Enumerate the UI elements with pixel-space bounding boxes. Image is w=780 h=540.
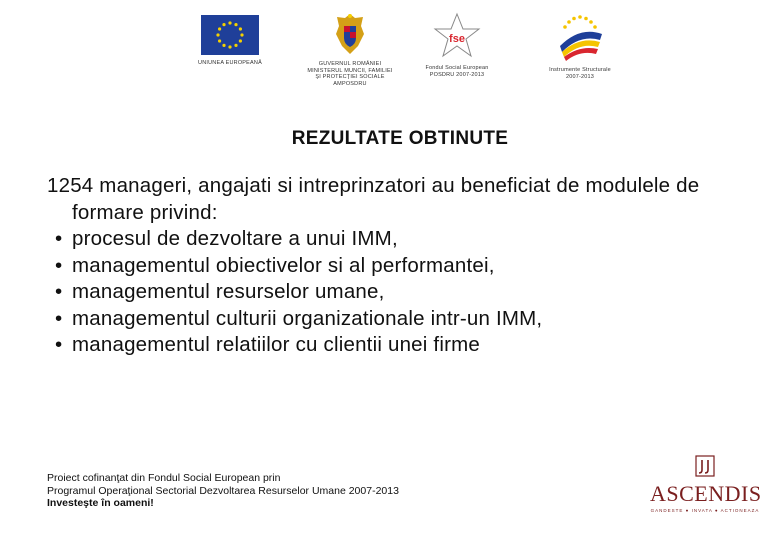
- gov-caption-4: AMPOSDRU: [333, 80, 367, 87]
- intro-text: 1254 manageri, angajati si intreprinzatori au beneficiat de modulele de formare privind:: [47, 174, 700, 224]
- bullet-icon: •: [55, 333, 63, 356]
- structural-instruments-icon: [552, 12, 608, 62]
- list-item: [47, 306, 747, 333]
- footer-line-2: Programul Operaţional Sectorial Dezvoltarea Resurselor Umane 2007-2013: [47, 484, 399, 497]
- eu-logo: [195, 15, 265, 67]
- fse-star-icon: [433, 12, 481, 60]
- fse-caption-1: Fondul Social European: [425, 65, 489, 71]
- eu-caption: UNIUNEA EUROPEANĂ: [198, 60, 262, 66]
- bullet-list: [47, 226, 747, 359]
- coat-of-arms-icon: [333, 12, 367, 56]
- footer-line-1: Proiect cofinanţat din Fondul Social European prin: [47, 472, 281, 484]
- list-item-text: managementul resurselor umane,: [72, 280, 385, 303]
- list-item-text: managementul relatiilor cu clientii unei firme: [72, 333, 480, 356]
- list-item: [47, 226, 747, 253]
- bullet-icon: •: [55, 253, 63, 277]
- fse-caption-2: POSDRU 2007-2013: [429, 71, 485, 78]
- slide-title: REZULTATE OBTINUTE: [291, 128, 509, 149]
- gov-caption-2: MINISTERUL MUNCII, FAMILIEI: [307, 67, 393, 74]
- list-item-text: procesul de dezvoltare a unui IMM,: [72, 227, 398, 250]
- eu-flag-icon: [201, 15, 259, 55]
- gov-caption-1: GUVERNUL ROMÂNIEI: [318, 61, 382, 67]
- footer: [47, 472, 399, 510]
- footer-slogan: Investeşte în oameni!: [47, 497, 154, 509]
- fse-mark: fse: [449, 33, 465, 45]
- gov-caption-3: ŞI PROTECŢIEI SOCIALE: [315, 74, 385, 80]
- list-item-text: managementul obiectivelor si al performantei,: [72, 253, 495, 277]
- government-logo: [300, 12, 400, 87]
- list-item: [47, 279, 747, 306]
- structural-instruments-logo: [535, 12, 625, 80]
- list-item-text: managementul culturii organizationale intr-un IMM,: [72, 306, 543, 330]
- list-item: [47, 332, 747, 359]
- bullet-icon: •: [55, 280, 63, 303]
- ascendis-name: ASCENDIS: [650, 481, 762, 506]
- is-caption-1: Instrumente Structurale: [549, 67, 611, 73]
- slide-body: [47, 173, 747, 359]
- fse-logo: [422, 12, 492, 78]
- ascendis-tagline: GANDESTE ● INVATA ● ACTIONEAZA: [650, 508, 760, 513]
- bullet-icon: •: [55, 306, 63, 330]
- is-caption-2: 2007-2013: [565, 73, 595, 80]
- list-item: [47, 253, 747, 280]
- ascendis-logo: [650, 455, 760, 513]
- bullet-icon: •: [55, 227, 63, 250]
- ascendis-emblem-icon: [695, 455, 715, 477]
